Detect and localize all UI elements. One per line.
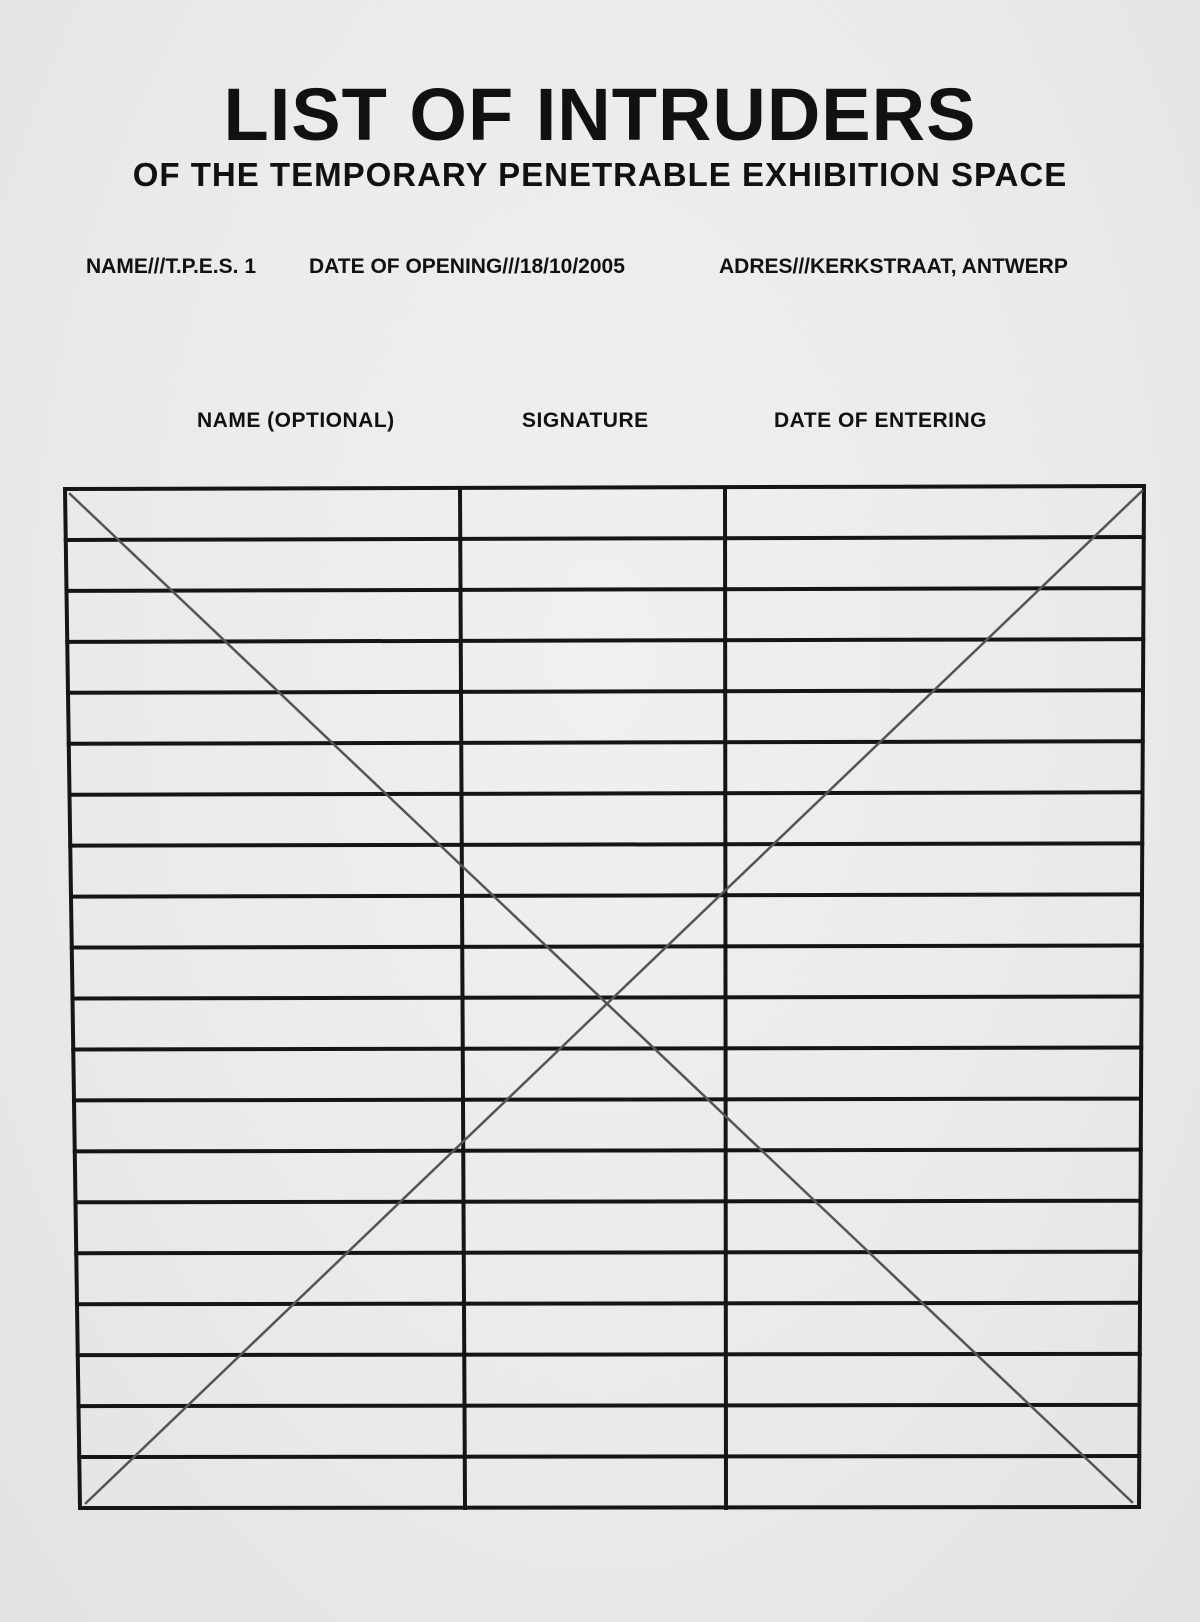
table-row-line: [78, 1354, 1140, 1355]
column-header-signature: SIGNATURE: [522, 409, 649, 432]
column-header-date: DATE OF ENTERING: [774, 409, 987, 432]
table-row-line: [73, 997, 1142, 999]
table-row-line: [74, 1099, 1141, 1101]
table-row-line: [68, 690, 1143, 693]
table-column-divider: [725, 488, 726, 1508]
table-row-line: [67, 639, 1143, 642]
meta-name: NAME///T.P.E.S. 1: [86, 255, 256, 278]
meta-date-of-opening: DATE OF OPENING///18/10/2005: [309, 255, 625, 278]
table-row-line: [79, 1456, 1139, 1457]
table-row-line: [67, 588, 1144, 591]
table-row-line: [77, 1303, 1140, 1304]
table-row-line: [69, 741, 1143, 744]
table-row-line: [66, 537, 1144, 540]
table-row-line: [70, 792, 1143, 794]
table-row-line: [71, 894, 1142, 896]
table-row-line: [75, 1150, 1141, 1152]
table-top-border: [65, 486, 1144, 489]
table-bottom-border: [80, 1507, 1139, 1508]
table-row-line: [72, 945, 1142, 947]
meta-adres: ADRES///KERKSTRAAT, ANTWERP: [719, 255, 1068, 278]
document-subtitle: OF THE TEMPORARY PENETRABLE EXHIBITION SPACE: [132, 156, 1068, 193]
table-row-line: [76, 1252, 1140, 1254]
document-title: LIST OF INTRUDERS: [223, 73, 977, 156]
table-row-line: [70, 843, 1142, 845]
table-row-line: [79, 1405, 1140, 1406]
column-header-name: NAME (OPTIONAL): [197, 409, 395, 432]
table-row-line: [76, 1201, 1141, 1203]
table-row-line: [73, 1048, 1141, 1050]
